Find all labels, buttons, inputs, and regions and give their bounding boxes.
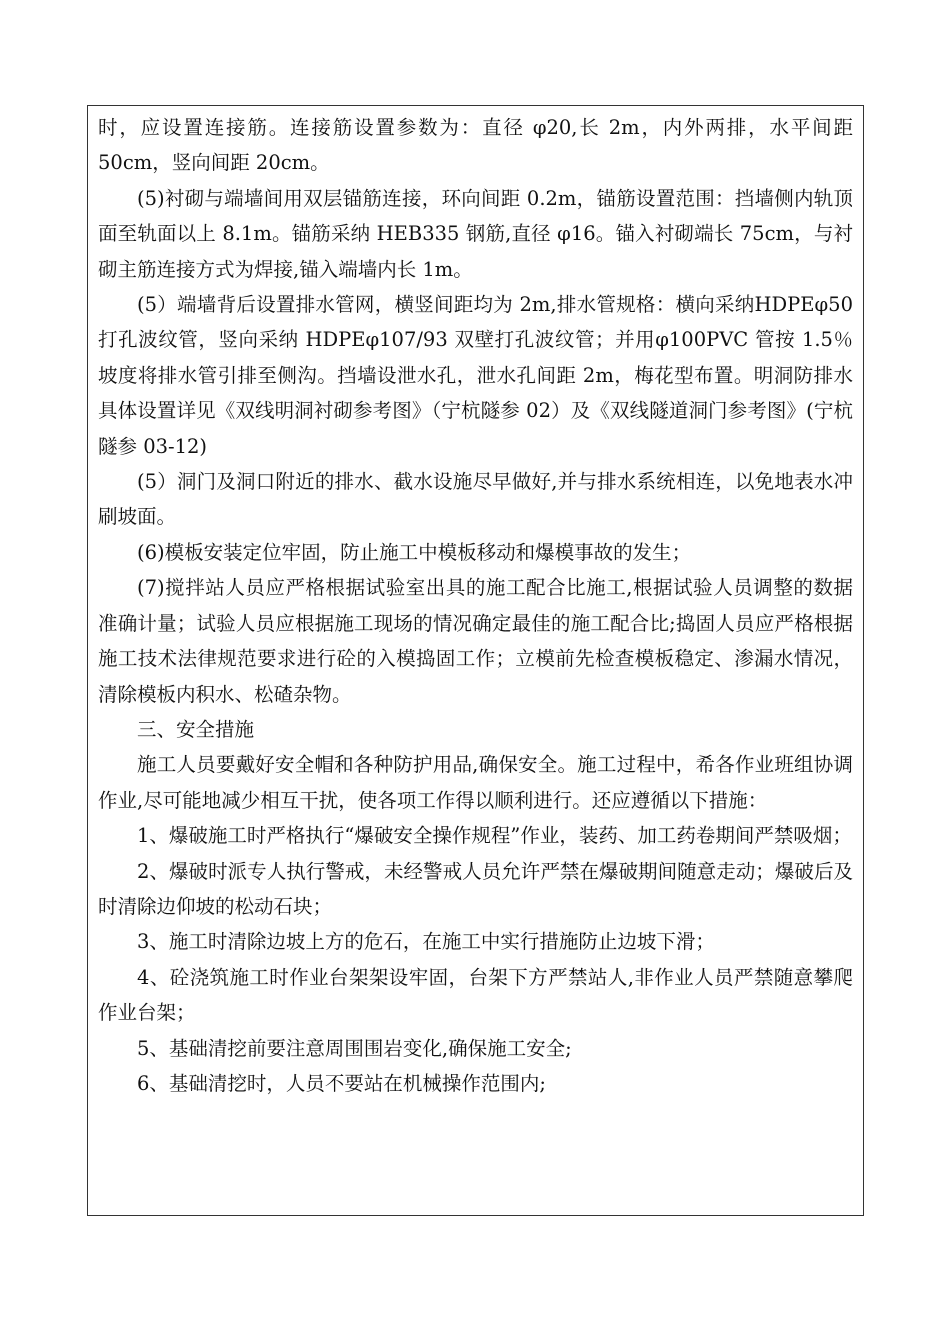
list-item-machinery-range: 6、基础清挖时，人员不要站在机械操作范围内; <box>137 1071 546 1095</box>
paragraph-anchor-bars: (5)衬砌与端墙间用双层锚筋连接，环向间距 0.2m，锚筋设置范围：挡墙侧内轨顶面至轨面以上 8.1m。锚筋采纳 HEB335 钢筋,直径 φ16。锚入衬砌端长 75cm，与衬砌主筋连接方式为焊接,锚入端墙内长 1m。 <box>98 186 853 281</box>
section-heading-safety: 三、安全措施 <box>137 717 255 741</box>
list-item-blasting-guard: 2、爆破时派专人执行警戒，未经警戒人员允许严禁在爆破期间随意走动；爆破后及时清除边仰坡的松动石块； <box>98 859 853 918</box>
document-body <box>98 110 853 1101</box>
list-item-blasting-rules: 1、爆破施工时严格执行“爆破安全操作规程”作业，装药、加工药卷期间严禁吸烟； <box>137 824 852 848</box>
document-frame <box>87 105 864 1216</box>
paragraph-drainage-network: (5）端墙背后设置排水管网，横竖间距均为 2m,排水管规格：横向采纳HDPEφ50 打孔波纹管，竖向采纳 HDPEφ107/93 双壁打孔波纹管；并用φ100PVC 管按 1.5％坡度将排水管引排至侧沟。挡墙设泄水孔，泄水孔间距 2m，梅花型布置。明洞防排水具体设置详见《双线明洞衬砌参考图》（宁杭隧参 02）及《双线隧道洞门参考图》(宁杭隧参 03-12) <box>98 293 853 458</box>
paragraph-portal-drainage: (5）洞门及洞口附近的排水、截水设施尽早做好,并与排水系统相连，以免地表水冲刷坡面。 <box>98 470 853 529</box>
list-item-rock-observation: 5、基础清挖前要注意周围围岩变化,确保施工安全; <box>137 1036 572 1060</box>
paragraph-formwork: (6)模板安装定位牢固，防止施工中模板移动和爆模事故的发生； <box>137 540 692 564</box>
list-item-slope-rocks: 3、施工时清除边坡上方的危石，在施工中实行措施防止边坡下滑； <box>137 930 715 954</box>
paragraph-mixing-station: (7)搅拌站人员应严格根据试验室出具的施工配合比施工,根据试验人员调整的数据准确计量；试验人员应根据施工现场的情况确定最佳的施工配合比;捣固人员应严格根据施工技术法律规范要求进行砼的入模捣固工作；立模前先检查模板稳定、渗漏水情况，清除模板内积水、松碴杂物。 <box>98 576 853 706</box>
list-item-trolley: 4、砼浇筑施工时作业台架架设牢固，台架下方严禁站人,非作业人员严禁随意攀爬作业台架； <box>98 965 853 1025</box>
paragraph-connection-bars: 时，应设置连接筋。连接筋设置参数为：直径 φ20,长 2m，内外两排，水平间距 50cm，竖向间距 20cm。 <box>98 116 853 175</box>
paragraph-safety-intro: 施工人员要戴好安全帽和各种防护用品,确保安全。施工过程中，希各作业班组协调作业,尽可能地减少相互干扰，使各项工作得以顺利进行。还应遵循以下措施： <box>98 753 853 812</box>
